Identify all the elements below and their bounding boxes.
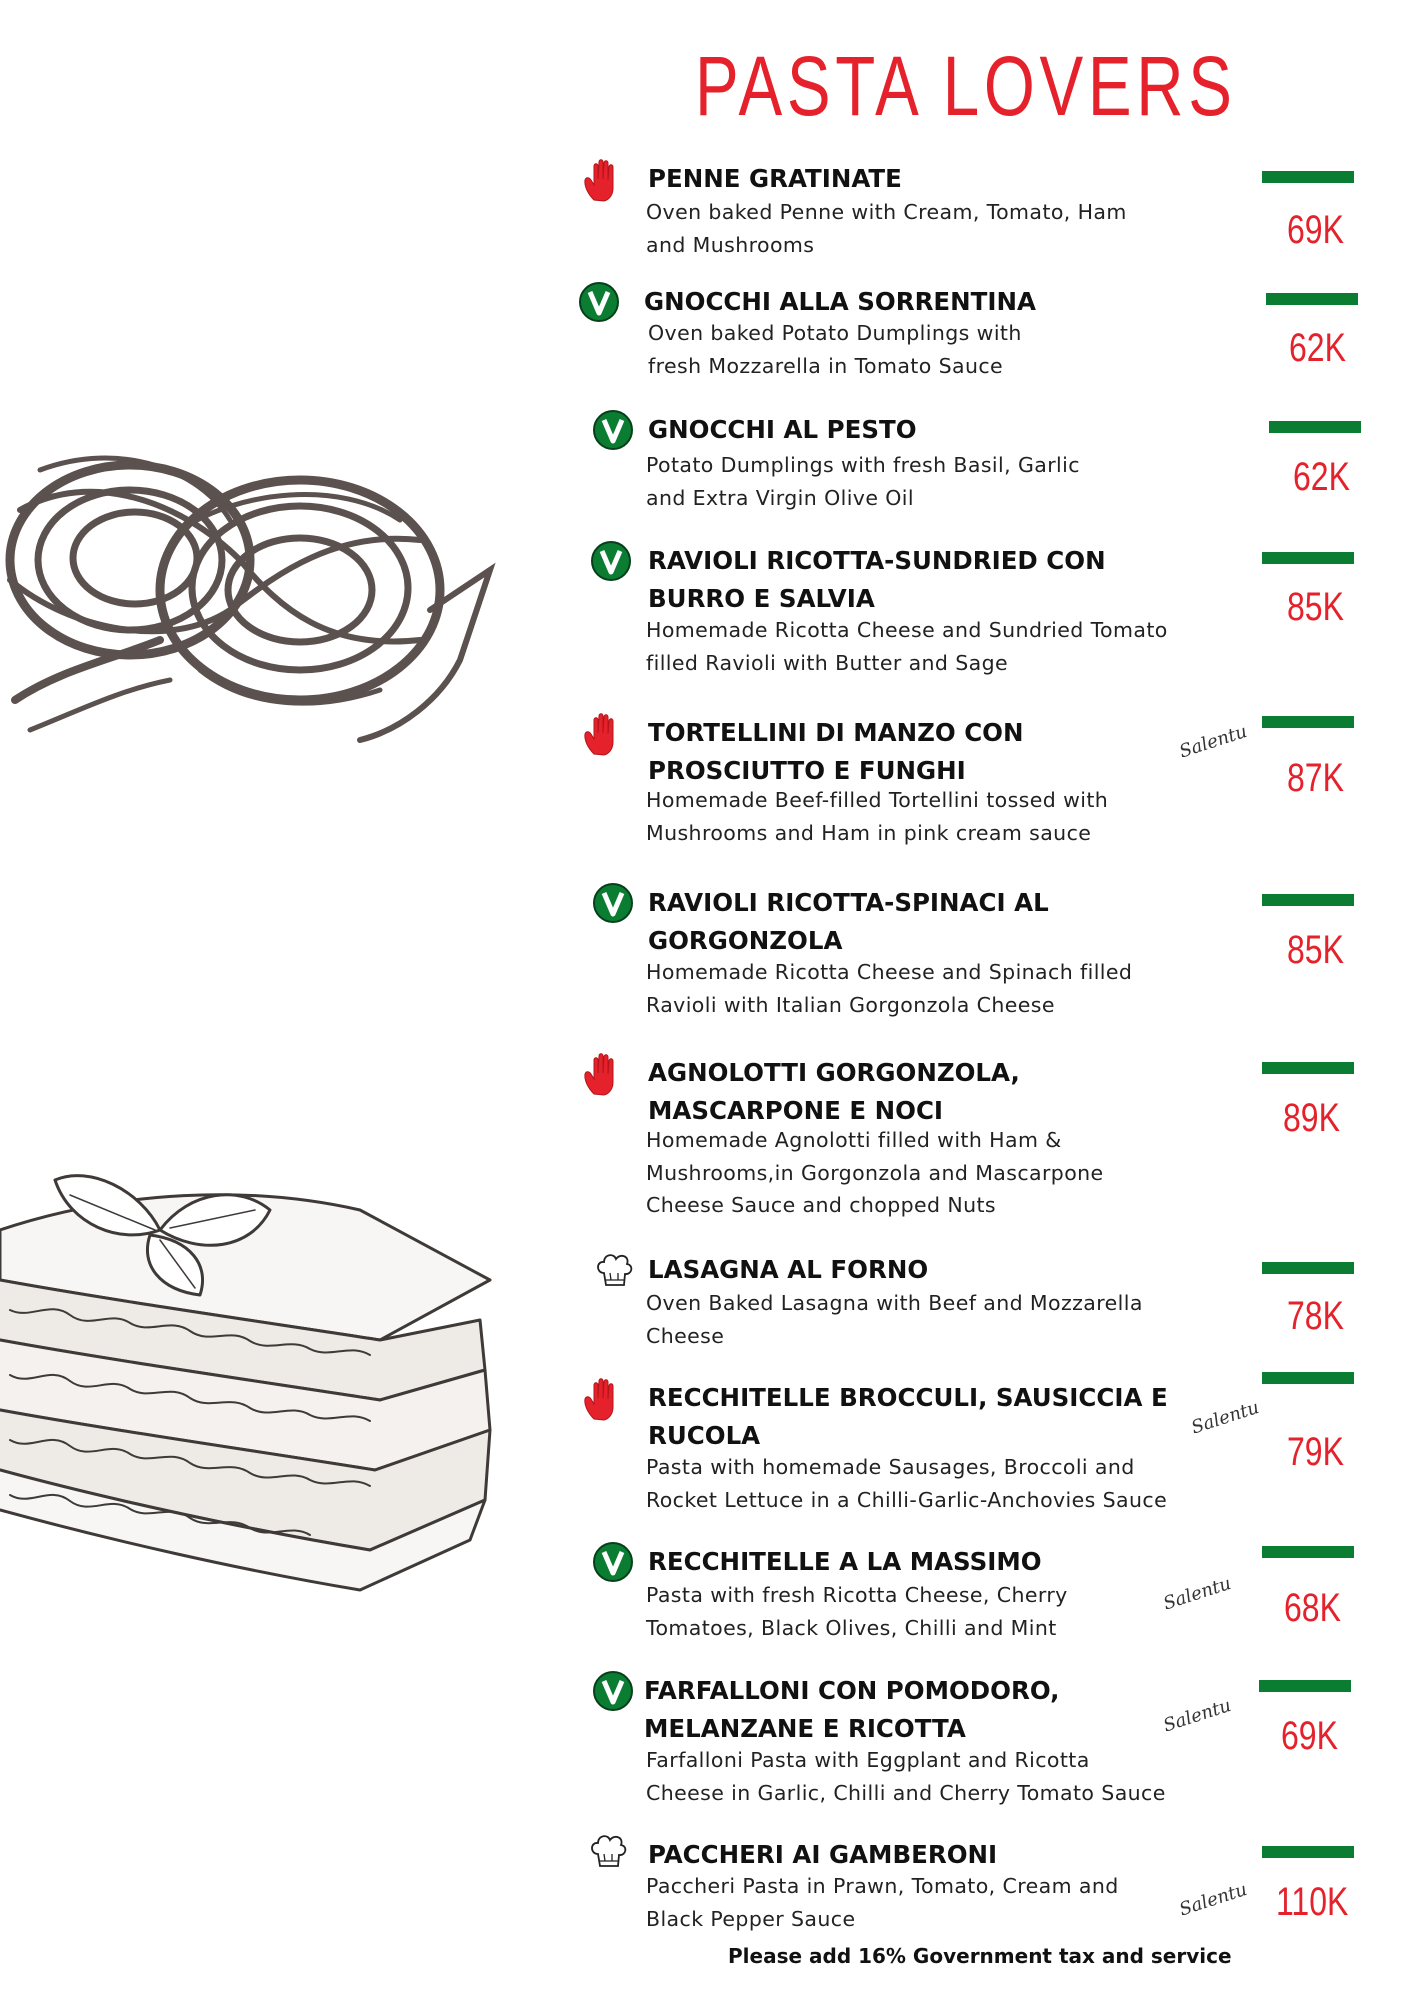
price-bar [1262, 1062, 1354, 1074]
item-description: Paccheri Pasta in Prawn, Tomato, Cream and Black Pepper Sauce [646, 1874, 1119, 1931]
pasta-nest-illustration [0, 410, 500, 780]
v-circle-icon [592, 882, 636, 926]
item-name: GNOCCHI AL PESTO [648, 415, 917, 444]
item-name: GNOCCHI ALLA SORRENTINA [644, 287, 1036, 316]
item-name: FARFALLONI CON POMODORO, MELANZANE E RICOTTA [644, 1676, 1060, 1743]
v-circle-icon [592, 409, 636, 453]
item-description: Homemade Beef-filled Tortellini tossed with Mushrooms and Ham in pink cream sauce [646, 788, 1109, 845]
item-name: LASAGNA AL FORNO [648, 1255, 929, 1284]
item-price: 62K [1289, 326, 1346, 370]
item-price: 89K [1283, 1096, 1340, 1140]
price-bar [1262, 1262, 1354, 1274]
v-circle-icon [592, 1670, 636, 1714]
item-description: Pasta with homemade Sausages, Broccoli and Rocket Lettuce in a Chilli-Garlic-Anchovies Sauce [646, 1455, 1168, 1512]
item-name: RECCHITELLE BROCCULI, SAUSICCIA E RUCOLA [648, 1383, 1168, 1450]
item-price: 85K [1287, 585, 1344, 629]
item-price: 110K [1276, 1880, 1349, 1924]
price-bar [1262, 1546, 1354, 1558]
item-description: Homemade Ricotta Cheese and Sundried Tomato filled Ravioli with Butter and Sage [646, 618, 1168, 675]
item-price: 62K [1293, 455, 1350, 499]
price-bar [1266, 293, 1358, 305]
lasagna-illustration [0, 1170, 500, 1630]
item-name: RECCHITELLE A LA MASSIMO [648, 1547, 1042, 1576]
red-hand-icon [580, 1377, 624, 1421]
chef-hat-icon [586, 1830, 630, 1874]
item-price: 69K [1281, 1714, 1338, 1758]
salentu-tag: Salentu [1188, 1396, 1262, 1439]
item-price: 78K [1287, 1294, 1344, 1338]
item-description: Homemade Ricotta Cheese and Spinach filled Ravioli with Italian Gorgonzola Cheese [646, 960, 1133, 1017]
price-bar [1262, 552, 1354, 564]
v-circle-icon [590, 540, 634, 584]
item-name: TORTELLINI DI MANZO CON PROSCIUTTO E FUNGHI [648, 718, 1024, 785]
price-bar [1262, 894, 1354, 906]
v-circle-icon [578, 281, 622, 325]
item-description: Oven Baked Lasagna with Beef and Mozzarella Cheese [646, 1291, 1143, 1348]
price-bar [1262, 1372, 1354, 1384]
item-price: 85K [1287, 928, 1344, 972]
price-bar [1262, 1846, 1354, 1858]
salentu-tag: Salentu [1176, 720, 1250, 763]
item-name: RAVIOLI RICOTTA-SUNDRIED CON BURRO E SALVIA [648, 546, 1106, 613]
item-price: 69K [1287, 208, 1344, 252]
salentu-tag: Salentu [1160, 1572, 1234, 1615]
salentu-tag: Salentu [1160, 1694, 1234, 1737]
item-description: Potato Dumplings with fresh Basil, Garlic and Extra Virgin Olive Oil [646, 453, 1080, 510]
item-description: Pasta with fresh Ricotta Cheese, Cherry Tomatoes, Black Olives, Chilli and Mint [646, 1583, 1068, 1640]
item-description: Oven baked Potato Dumplings with fresh Mozzarella in Tomato Sauce [648, 321, 1022, 378]
item-name: PACCHERI AI GAMBERONI [648, 1840, 998, 1869]
price-bar [1259, 1680, 1351, 1692]
page-title: PASTA LOVERS [695, 39, 1237, 133]
item-price: 87K [1287, 756, 1344, 800]
red-hand-icon [580, 712, 624, 756]
item-name: AGNOLOTTI GORGONZOLA, MASCARPONE E NOCI [648, 1058, 1020, 1125]
item-description: Farfalloni Pasta with Eggplant and Ricotta Cheese in Garlic, Chilli and Cherry Tomato Sauce [646, 1748, 1166, 1805]
v-circle-icon [592, 1541, 636, 1585]
chef-hat-icon [592, 1249, 636, 1293]
salentu-tag: Salentu [1176, 1878, 1250, 1921]
item-price: 68K [1284, 1586, 1341, 1630]
tax-note: Please add 16% Government tax and service [728, 1944, 1232, 1968]
item-name: RAVIOLI RICOTTA-SPINACI AL GORGONZOLA [648, 888, 1049, 955]
red-hand-icon [580, 158, 624, 202]
price-bar [1269, 421, 1361, 433]
price-bar [1262, 171, 1354, 183]
item-description: Homemade Agnolotti filled with Ham & Mushrooms,in Gorgonzola and Mascarpone Cheese Sauce and chopped Nuts [646, 1128, 1104, 1217]
price-bar [1262, 716, 1354, 728]
item-description: Oven baked Penne with Cream, Tomato, Ham and Mushrooms [646, 200, 1127, 257]
item-price: 79K [1287, 1430, 1344, 1474]
red-hand-icon [580, 1052, 624, 1096]
item-name: PENNE GRATINATE [648, 164, 902, 193]
